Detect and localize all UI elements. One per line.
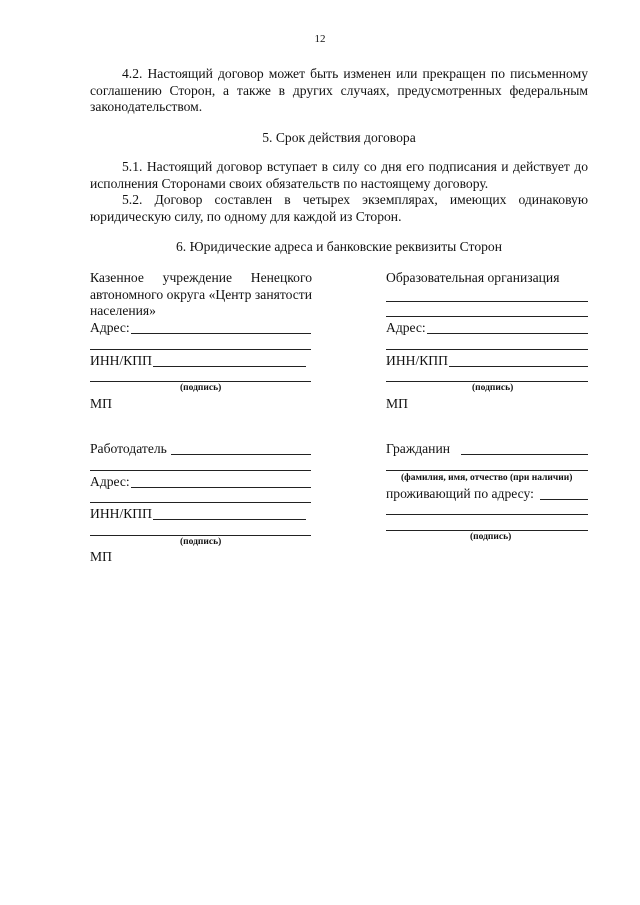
right-address-line xyxy=(427,333,588,334)
left-inn-line xyxy=(153,366,306,367)
employer-signature-line xyxy=(90,535,311,536)
employer-stamp: МП xyxy=(90,549,112,564)
paragraph-5-2: 5.2. Договор составлен в четырех экземплярах, имеющих одинаковую юридическую силу, по одному для каждой из Сторон. xyxy=(90,192,588,224)
left-address-line-2 xyxy=(90,349,311,350)
paragraph-4-2: 4.2. Настоящий договор может быть изменен или прекращен по письменному соглашению Сторон, а также в других случаях, предусмотренных федеральным законодательством. xyxy=(90,66,588,114)
right-signature-line xyxy=(386,381,588,382)
employer-inn-line xyxy=(153,519,306,520)
citizen-label: Гражданин xyxy=(386,441,450,456)
citizen-residence-label: проживающий по адресу: xyxy=(386,486,534,501)
right-address-label: Адрес: xyxy=(386,320,426,335)
employer-signature-caption: (подпись) xyxy=(180,537,222,547)
left-inn-label: ИНН/КПП xyxy=(90,353,152,368)
paragraph-5-1: 5.1. Настоящий договор вступает в силу со дня его подписания и действует до исполнения Сторонами своих обязательств по настоящему договору. xyxy=(90,159,588,191)
employer-address-label: Адрес: xyxy=(90,474,130,489)
section-5-title: 5. Срок действия договора xyxy=(262,130,416,145)
right-inn-line xyxy=(449,366,588,367)
employer-address-line xyxy=(131,487,311,488)
citizen-signature-line xyxy=(386,530,588,531)
employer-inn-label: ИНН/КПП xyxy=(90,506,152,521)
left-address-label: Адрес: xyxy=(90,320,130,335)
right-address-line-2 xyxy=(386,349,588,350)
citizen-residence-line-2 xyxy=(386,514,588,515)
left-signature-line xyxy=(90,381,311,382)
employer-address-line-2 xyxy=(90,502,311,503)
right-party-name: Образовательная организация xyxy=(386,270,560,285)
citizen-signature-caption: (подпись) xyxy=(470,532,512,542)
citizen-name-caption: (фамилия, имя, отчество (при наличии) xyxy=(401,473,573,483)
employer-name-line-2 xyxy=(90,470,311,471)
employer-label: Работодатель xyxy=(90,441,167,456)
left-signature-caption: (подпись) xyxy=(180,383,222,393)
right-inn-label: ИНН/КПП xyxy=(386,353,448,368)
citizen-residence-line xyxy=(540,499,588,500)
right-stamp: МП xyxy=(386,396,408,411)
citizen-name-line-2 xyxy=(386,470,588,471)
page-number: 12 xyxy=(314,33,326,45)
right-signature-caption: (подпись) xyxy=(472,383,514,393)
employer-name-line xyxy=(171,454,311,455)
citizen-name-line xyxy=(461,454,588,455)
left-stamp: МП xyxy=(90,396,112,411)
right-name-line-2 xyxy=(386,316,588,317)
right-name-line xyxy=(386,301,588,302)
left-party-name: Казенное учреждение Ненецкого автономного округа «Центр занятости населения» xyxy=(90,270,312,318)
left-address-line xyxy=(131,333,311,334)
section-6-title: 6. Юридические адреса и банковские реквизиты Сторон xyxy=(176,239,502,254)
